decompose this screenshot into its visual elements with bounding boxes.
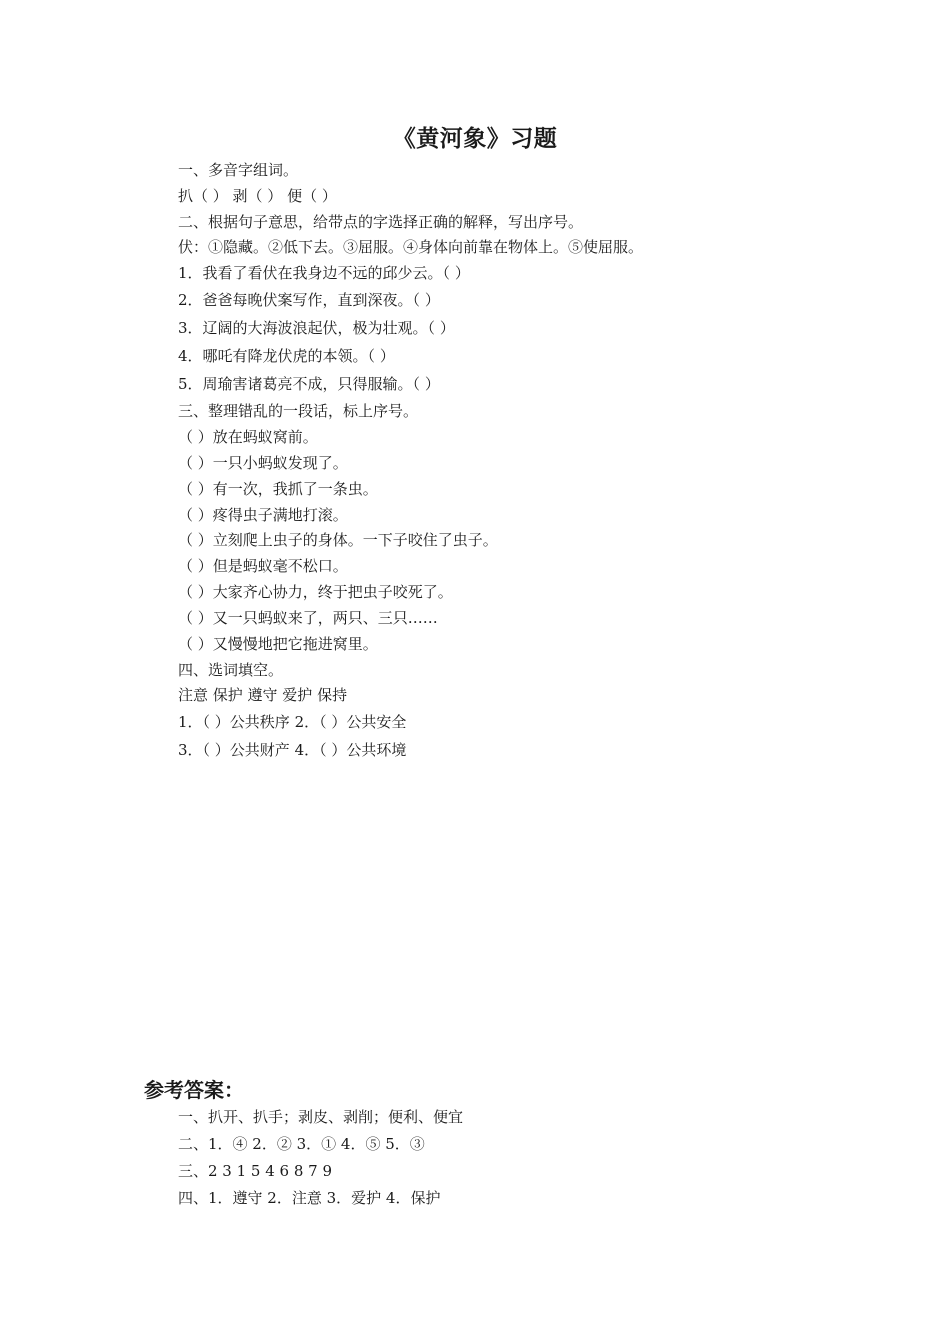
question-line: （ ）但是蚂蚁毫不松口。 xyxy=(178,557,348,575)
answer-line: 一、扒开、扒手；剥皮、剥削；便利、便宜 xyxy=(178,1108,464,1126)
section-2-heading: 二、根据句子意思，给带点的字选择正确的解释，写出序号。 xyxy=(178,213,584,231)
question-line: 3．（ ）公共财产 4．（ ）公共环境 xyxy=(178,741,407,759)
question-line: 1．（ ）公共秩序 2．（ ）公共安全 xyxy=(178,713,407,731)
question-line: （ ）立刻爬上虫子的身体。一下子咬住了虫子。 xyxy=(178,531,498,549)
question-line: 4．哪吒有降龙伏虎的本领。（ ） xyxy=(178,347,395,365)
question-line: （ ）疼得虫子满地打滚。 xyxy=(178,506,348,524)
question-line: 2．爸爸每晚伏案写作，直到深夜。（ ） xyxy=(178,291,440,309)
question-line: （ ）一只小蚂蚁发现了。 xyxy=(178,454,348,472)
question-line: 3．辽阔的大海波浪起伏，极为壮观。（ ） xyxy=(178,319,455,337)
answer-line: 三、2 3 1 5 4 6 8 7 9 xyxy=(178,1162,333,1180)
question-line: 5．周瑜害诸葛亮不成，只得服输。（ ） xyxy=(178,375,440,393)
page-title: 《黄河象》习题 xyxy=(392,126,558,152)
question-line: （ ）大家齐心协力，终于把虫子咬死了。 xyxy=(178,583,453,601)
answers-heading: 参考答案： xyxy=(144,1078,244,1102)
word-bank: 注意 保护 遵守 爱护 保持 xyxy=(178,686,348,704)
question-line: （ ）又一只蚂蚁来了，两只、三只…… xyxy=(178,609,438,627)
question-line: （ ）有一次，我抓了一条虫。 xyxy=(178,480,378,498)
section-3-heading: 三、整理错乱的一段话，标上序号。 xyxy=(178,402,419,420)
question-line: 1．我看了看伏在我身边不远的邱少云。（ ） xyxy=(178,264,470,282)
question-line: （ ）又慢慢地把它拖进窝里。 xyxy=(178,635,378,653)
section-4-heading: 四、选词填空。 xyxy=(178,661,284,679)
question-line: 扒（ ） 剥（ ） 便（ ） xyxy=(178,187,337,205)
question-line: （ ）放在蚂蚁窝前。 xyxy=(178,428,318,446)
definition-line: 伏：①隐藏。②低下去。③屈服。④身体向前靠在物体上。⑤使屈服。 xyxy=(178,238,644,256)
answer-line: 四、1．遵守 2．注意 3．爱护 4．保护 xyxy=(178,1189,441,1207)
section-1-heading: 一、多音字组词。 xyxy=(178,161,299,179)
answer-line: 二、1．④ 2．② 3．① 4．⑤ 5．③ xyxy=(178,1135,425,1153)
